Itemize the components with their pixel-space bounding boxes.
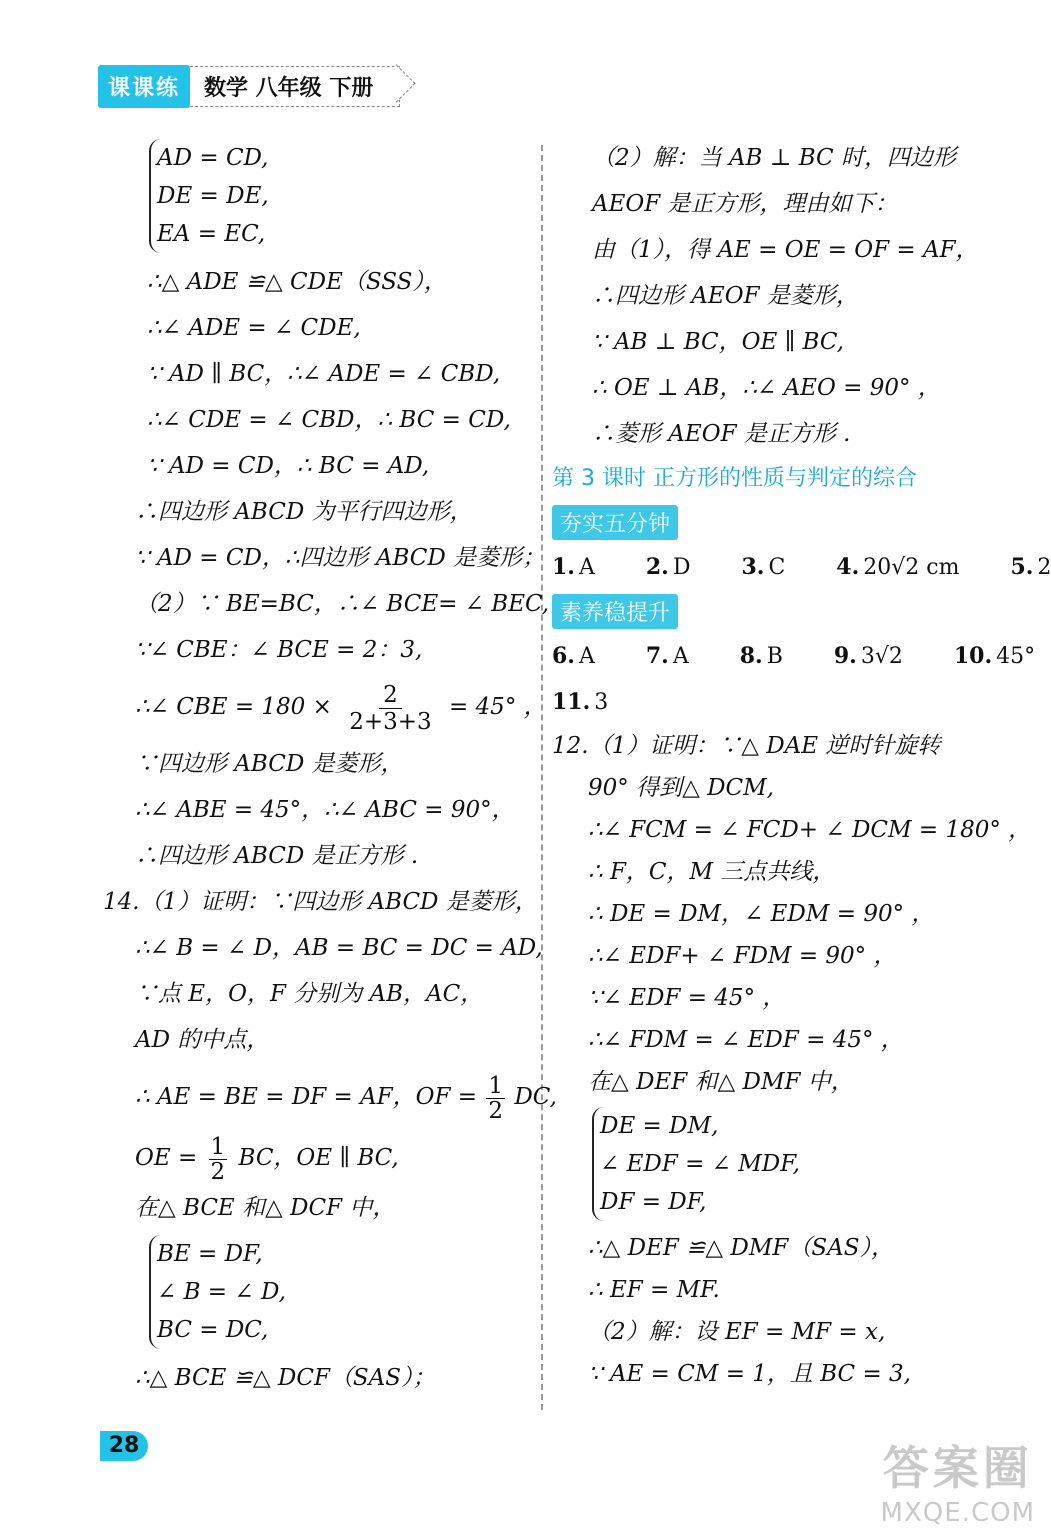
half-numerator: 1 bbox=[210, 1133, 226, 1160]
answer-number: 11. bbox=[552, 689, 591, 715]
half-prefix: ∴ AE = BE = DF = AF，OF = bbox=[135, 1084, 478, 1110]
half-fraction-line bbox=[135, 1131, 530, 1185]
answer-value: 3√2 bbox=[860, 644, 903, 669]
proof-line: ∵ AD ∥ BC，∴∠ ADE = ∠ CBD, bbox=[147, 361, 501, 387]
brace-line: EA = EC, bbox=[157, 221, 266, 247]
answer-item bbox=[552, 555, 617, 580]
subject-label: 数学 八年级 下册 bbox=[190, 66, 400, 107]
proof-line: ∴ F，C，M 三点共线， bbox=[588, 859, 836, 885]
proof-line: ∵ AB ⊥ BC，OE ∥ BC, bbox=[592, 329, 844, 355]
answer-item bbox=[1010, 555, 1051, 580]
proof-line: ∴∠ CDE = ∠ CBD，∴ BC = CD, bbox=[147, 407, 511, 433]
proof-line: ∴△ ADE ≌△ CDE（SSS）， bbox=[147, 269, 447, 295]
proof-line: 在△ BCE 和△ DCF 中， bbox=[135, 1195, 396, 1221]
proof-line: 在△ DEF 和△ DMF 中， bbox=[588, 1069, 854, 1095]
fraction-denominator: 2+3+3 bbox=[349, 708, 432, 735]
question-14-line: 14.（1）证明：∵四边形 ABCD 是菱形， bbox=[103, 889, 538, 915]
answer-value: 45° bbox=[996, 644, 1036, 669]
answer-value: 20√2 cm bbox=[863, 555, 960, 580]
proof-line: ∵ AE = CM = 1，且 BC = 3, bbox=[588, 1361, 911, 1387]
proof-line: （2）解：当 AB ⊥ BC 时，四边形 bbox=[592, 145, 956, 171]
proof-line: ∴△ DEF ≌△ DMF（SAS）， bbox=[588, 1235, 894, 1261]
half-fraction-line bbox=[135, 1063, 557, 1131]
answer-number: 1. bbox=[552, 554, 575, 580]
proof-line: ∵四边形 ABCD 是菱形， bbox=[135, 751, 404, 777]
section-tag-advanced: 素养稳提升 bbox=[552, 594, 678, 629]
answer-number: 9. bbox=[833, 643, 857, 669]
half-prefix: OE = bbox=[135, 1145, 198, 1171]
proof-line: ∴△ BCE ≌△ DCF（SAS）； bbox=[135, 1365, 436, 1391]
half-denominator: 2 bbox=[210, 1158, 226, 1185]
answer-value: 3 bbox=[594, 690, 609, 715]
answer-item bbox=[741, 555, 807, 580]
brace-line: BC = DC, bbox=[157, 1317, 269, 1343]
proof-line: ∴ EF = MF. bbox=[588, 1277, 720, 1303]
proof-line: ∴四边形 AEOF 是菱形， bbox=[592, 283, 859, 309]
half-numerator: 1 bbox=[488, 1072, 504, 1099]
page-number: 28 bbox=[100, 1431, 148, 1461]
right-column bbox=[552, 135, 1051, 1395]
proof-line: AEOF 是正方形，理由如下： bbox=[592, 191, 898, 217]
brace-system-1 bbox=[149, 139, 530, 253]
brand-label: 课课练 bbox=[98, 65, 190, 108]
answer-item bbox=[836, 555, 981, 580]
answer-value: B bbox=[766, 644, 783, 669]
proof-line: ∵∠ CBE：∠ BCE = 2：3, bbox=[135, 637, 423, 663]
proof-line: ∴四边形 ABCD 为平行四边形， bbox=[135, 499, 473, 525]
watermark-url: MXQE.COM bbox=[880, 1498, 1035, 1528]
proof-line: ∵ AD = CD，∴四边形 ABCD 是菱形； bbox=[135, 545, 546, 571]
proof-line: ∴∠ ABE = 45°，∴∠ ABC = 90°， bbox=[135, 797, 515, 823]
brace-line: ∠ EDF = ∠ MDF, bbox=[600, 1151, 800, 1177]
fraction-numerator: 2 bbox=[379, 682, 402, 709]
answer-row-3 bbox=[552, 679, 992, 725]
section-tag-basic: 夯实五分钟 bbox=[552, 505, 678, 540]
brace-line: DE = DM, bbox=[600, 1113, 719, 1139]
answer-value: C bbox=[768, 555, 786, 580]
answer-item bbox=[646, 644, 711, 669]
left-column bbox=[103, 135, 557, 1401]
proof-line: ∴∠ B = ∠ D，AB = BC = DC = AD, bbox=[135, 935, 543, 961]
watermark-logo bbox=[881, 1432, 1035, 1528]
proof-line: AD 的中点， bbox=[135, 1027, 270, 1053]
proof-line: ∵ AD = CD，∴ BC = AD, bbox=[147, 453, 430, 479]
answer-number: 4. bbox=[836, 554, 860, 580]
proof-line: 由（1），得 AE = OE = OF = AF， bbox=[592, 237, 979, 263]
half-suffix: BC，OE ∥ BC, bbox=[238, 1145, 399, 1171]
answer-number: 10. bbox=[953, 643, 993, 669]
answer-item bbox=[740, 644, 805, 669]
proof-line: ∴菱形 AEOF 是正方形 . bbox=[592, 421, 851, 447]
answer-value: A bbox=[578, 555, 595, 580]
column-divider bbox=[541, 145, 543, 1410]
half-fraction bbox=[209, 1135, 228, 1184]
brace-line: ∠ B = ∠ D, bbox=[157, 1279, 286, 1305]
proof-line: ∴ DE = DM，∠ EDM = 90° ， bbox=[588, 901, 935, 927]
proof-line: ∴∠ FDM = ∠ EDF = 45° ， bbox=[588, 1027, 904, 1053]
brace-line: DE = DE, bbox=[157, 183, 269, 209]
brace-line: AD = CD, bbox=[157, 145, 269, 171]
fraction bbox=[345, 682, 435, 735]
answer-number: 7. bbox=[645, 643, 669, 669]
answer-row-2 bbox=[552, 633, 1036, 679]
half-denominator: 2 bbox=[488, 1097, 504, 1124]
answer-item bbox=[954, 644, 1051, 669]
brace-system-2 bbox=[149, 1235, 530, 1349]
answer-number: 3. bbox=[741, 554, 765, 580]
proof-line: ∴∠ ADE = ∠ CDE, bbox=[147, 315, 361, 341]
proof-line: ∵∠ EDF = 45° ， bbox=[588, 985, 786, 1011]
brace-line: DF = DF, bbox=[600, 1189, 707, 1215]
fraction-suffix: = 45° ， bbox=[448, 694, 547, 720]
half-suffix: DC, bbox=[514, 1084, 557, 1110]
question-12-line: 12.（1）证明：∵△ DAE 逆时针旋转 bbox=[552, 733, 941, 759]
answer-number: 6. bbox=[552, 643, 575, 669]
proof-line: ∵点 E，O，F 分别为 AB，AC， bbox=[135, 981, 484, 1007]
fraction-line bbox=[135, 673, 547, 741]
answer-number: 2. bbox=[645, 554, 669, 580]
watermark-title: 答案圈 bbox=[882, 1441, 1033, 1495]
proof-line: ∴∠ FCM = ∠ FCD+ ∠ DCM = 180° ， bbox=[588, 817, 1032, 843]
half-fraction bbox=[486, 1074, 505, 1123]
answer-value: A bbox=[578, 644, 595, 669]
answer-item bbox=[552, 690, 630, 715]
brace-line: BE = DF, bbox=[157, 1241, 263, 1267]
brace-system-3 bbox=[592, 1107, 992, 1221]
proof-line: （2）∵ BE=BC，∴∠ BCE= ∠ BEC, bbox=[135, 591, 550, 617]
answer-item bbox=[552, 644, 617, 669]
answer-number: 8. bbox=[739, 643, 763, 669]
proof-line: ∴ OE ⊥ AB，∴∠ AEO = 90° ， bbox=[592, 375, 941, 401]
answer-value: D bbox=[672, 555, 691, 580]
section-title: 第 3 课时 正方形的性质与判定的综合 bbox=[552, 466, 917, 491]
answer-number: 5. bbox=[1010, 554, 1034, 580]
answer-row-1 bbox=[552, 544, 1051, 590]
proof-line: 90° 得到△ DCM, bbox=[588, 775, 774, 801]
answer-item bbox=[834, 644, 925, 669]
answer-item bbox=[646, 555, 713, 580]
proof-line: ∴∠ EDF+ ∠ FDM = 90° ， bbox=[588, 943, 897, 969]
answer-value: 2 bbox=[1037, 555, 1051, 580]
page-header bbox=[98, 64, 400, 108]
fraction-prefix: ∴∠ CBE = 180 × bbox=[135, 694, 332, 720]
proof-line: （2）解：设 EF = MF = x, bbox=[588, 1319, 886, 1345]
answer-value: A bbox=[672, 644, 689, 669]
proof-line: ∴四边形 ABCD 是正方形 . bbox=[135, 843, 419, 869]
